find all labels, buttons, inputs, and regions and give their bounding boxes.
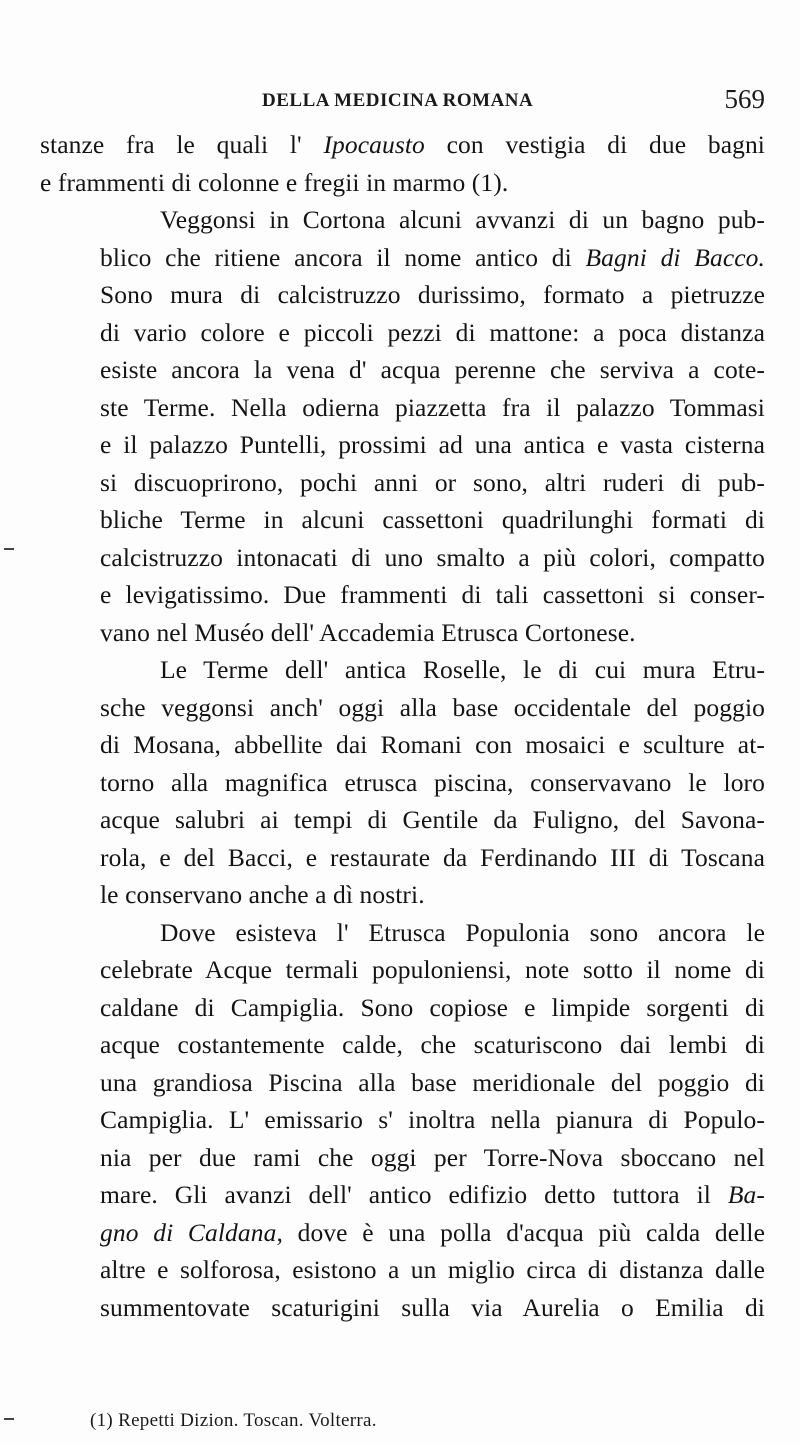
text-line: Le Terme dell' antica Roselle, le di cui mura Etru- (160, 655, 765, 684)
text-line: altre e solforosa, esistono a un miglio circa di distanza dalle (100, 1255, 765, 1284)
text-line: le conservano anche a dì nostri. (100, 880, 425, 909)
text-line: e levigatissimo. Due frammenti di tali cassettoni si conser- (100, 580, 765, 609)
text-line: acque salubri ai tempi di Gentile da Fuligno, del Savona- (100, 805, 765, 834)
text-line: Dove esisteva l' Etrusca Populonia sono ancora le (160, 917, 765, 947)
text-line: blico che ritiene ancora il nome antico di Bagni di Bacco. (100, 242, 765, 272)
text-line: rola, e del Bacci, e restaurate da Ferdinando III di Toscana (100, 842, 765, 872)
text-line: ste Terme. Nella odierna piazzetta fra il palazzo Tommasi (100, 392, 765, 422)
text-line: summentovate scaturigini sulla via Aurelia o Emilia di (100, 1292, 765, 1322)
paragraph-3 (40, 651, 765, 914)
text-line: mare. Gli avanzi dell' antico edifizio detto tuttora il Ba- (100, 1180, 765, 1209)
text-line: e il palazzo Puntelli, prossimi ad una antica e vasta cisterna (100, 430, 765, 459)
text-line: nia per due rami che oggi per Torre-Nova sboccano nel (100, 1142, 765, 1172)
text-line: bliche Terme in alcuni cassettoni quadrilunghi formati di (100, 505, 765, 534)
paragraph-1 (40, 126, 765, 201)
text-line: sche veggonsi anch' oggi alla base occidentale del poggio (100, 692, 765, 722)
italic-term: Ipocausto (323, 130, 425, 159)
running-head: DELLA MEDICINA ROMANA (262, 90, 534, 111)
text-line: vano nel Muséo dell' Accademia Etrusca Cortonese. (100, 617, 636, 647)
text-line: e frammenti di colonne e fregii in marmo (1). (40, 167, 509, 197)
text-line: calcistruzzo intonacati di uno smalto a più colori, compatto (100, 542, 765, 572)
text-line: di vario colore e piccoli pezzi di mattone: a poca distanza (100, 317, 765, 347)
text-line: esiste ancora la vena d' acqua perenne che serviva a cote- (100, 355, 765, 384)
text-line: una grandiosa Piscina alla base meridionale del poggio di (100, 1067, 765, 1097)
margin-tick-mark (4, 1418, 14, 1420)
italic-term: Bagni di Bacco. (585, 242, 765, 272)
text-line: Campiglia. L' emissario s' inoltra nella pianura di Populo- (100, 1105, 765, 1134)
text-line: Sono mura di calcistruzzo durissimo, formato a pietruzze (100, 280, 765, 309)
text-line: Veggonsi in Cortona alcuni avvanzi di un bagno pub- (160, 205, 765, 234)
page-number: 569 (724, 84, 765, 114)
text-line: caldane di Campiglia. Sono copiose e limpide sorgenti di (100, 992, 765, 1022)
italic-term: Ba- (727, 1180, 765, 1209)
text-line: torno alla magnifica etrusca piscina, conservavano le loro (100, 767, 765, 797)
italic-term: gno di Caldana, (100, 1217, 283, 1247)
text-line: si discuoprirono, pochi anni or sono, altri ruderi di pub- (100, 467, 765, 497)
margin-tick-mark (4, 548, 14, 550)
page-header (40, 84, 765, 124)
footnote: (1) Repetti Dizion. Toscan. Volterra. (90, 1410, 377, 1431)
text-line: di Mosana, abbellite dai Romani con mosaici e sculture at- (100, 730, 765, 759)
text-line: celebrate Acque termali populoniensi, note sotto il nome di (100, 955, 765, 984)
paragraph-4 (40, 914, 765, 1327)
paragraph-2 (40, 201, 765, 651)
text-line: stanze fra le quali l' Ipocausto con vestigia di due bagni (40, 130, 765, 159)
text-line: gno di Caldana, dove è una polla d'acqua più calda delle (100, 1217, 765, 1247)
text-line: acque costantemente calde, che scaturiscono dai lembi di (100, 1030, 765, 1059)
main-text (40, 126, 765, 1326)
